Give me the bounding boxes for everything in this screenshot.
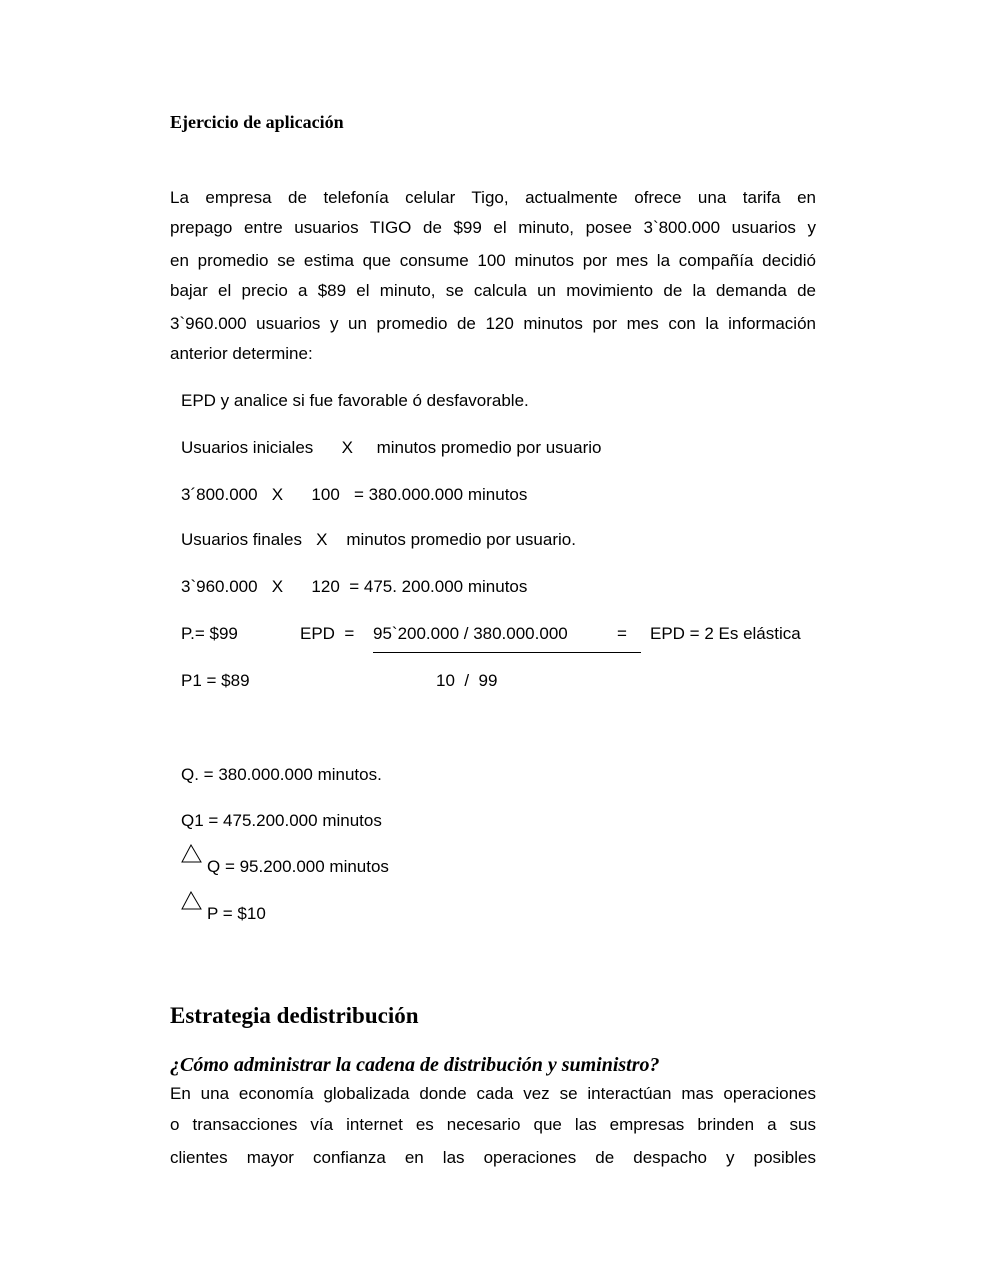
price-initial: P.= $99 — [181, 624, 238, 643]
work-line: 3´800.000 X 100 = 380.000.000 minutos — [181, 485, 528, 504]
work-line: Usuarios iniciales X minutos promedio por usuario — [181, 438, 602, 457]
quantity-initial: Q. = 380.000.000 minutos. — [181, 765, 382, 784]
delta-quantity: Q = 95.200.000 minutos — [207, 857, 389, 876]
equals-sign: = — [617, 624, 627, 643]
work-line: EPD y analice si fue favorable ó desfavorable. — [181, 391, 529, 410]
paragraph-line: bajar el precio a $89 el minuto, se calcula un movimiento de la demanda de — [170, 281, 816, 300]
epd-result: EPD = 2 Es elástica — [650, 624, 801, 643]
section-line: o transacciones vía internet es necesario que las empresas brinden a sus — [170, 1115, 816, 1134]
price-final: P1 = $89 — [181, 671, 250, 690]
work-line: 3`960.000 X 120 = 475. 200.000 minutos — [181, 577, 528, 596]
quantity-final: Q1 = 475.200.000 minutos — [181, 811, 382, 830]
work-line: Usuarios finales X minutos promedio por usuario. — [181, 530, 576, 549]
fraction-bar — [373, 652, 641, 653]
paragraph-line: prepago entre usuarios TIGO de $99 el minuto, posee 3`800.000 usuarios y — [170, 218, 816, 237]
epd-numerator: 95`200.000 / 380.000.000 — [373, 624, 568, 643]
epd-denominator: 10 / 99 — [436, 671, 498, 690]
section-line: En una economía globalizada donde cada vez se interactúan mas operaciones — [170, 1084, 816, 1103]
paragraph-line: 3`960.000 usuarios y un promedio de 120 minutos por mes con la información — [170, 314, 816, 333]
section-line: clientes mayor confianza en las operaciones de despacho y posibles — [170, 1148, 816, 1167]
title: Ejercicio de aplicación — [170, 112, 344, 132]
epd-label: EPD = — [300, 624, 355, 643]
paragraph-line: anterior determine: — [170, 344, 313, 363]
paragraph-line: La empresa de telefonía celular Tigo, actualmente ofrece una tarifa en — [170, 188, 816, 207]
delta-price: P = $10 — [207, 904, 266, 923]
paragraph-line: en promedio se estima que consume 100 minutos por mes la compañía decidió — [170, 251, 816, 270]
section-heading: Estrategia dedistribución — [170, 1003, 419, 1028]
section-subheading: ¿Cómo administrar la cadena de distribución y suministro? — [170, 1054, 660, 1076]
